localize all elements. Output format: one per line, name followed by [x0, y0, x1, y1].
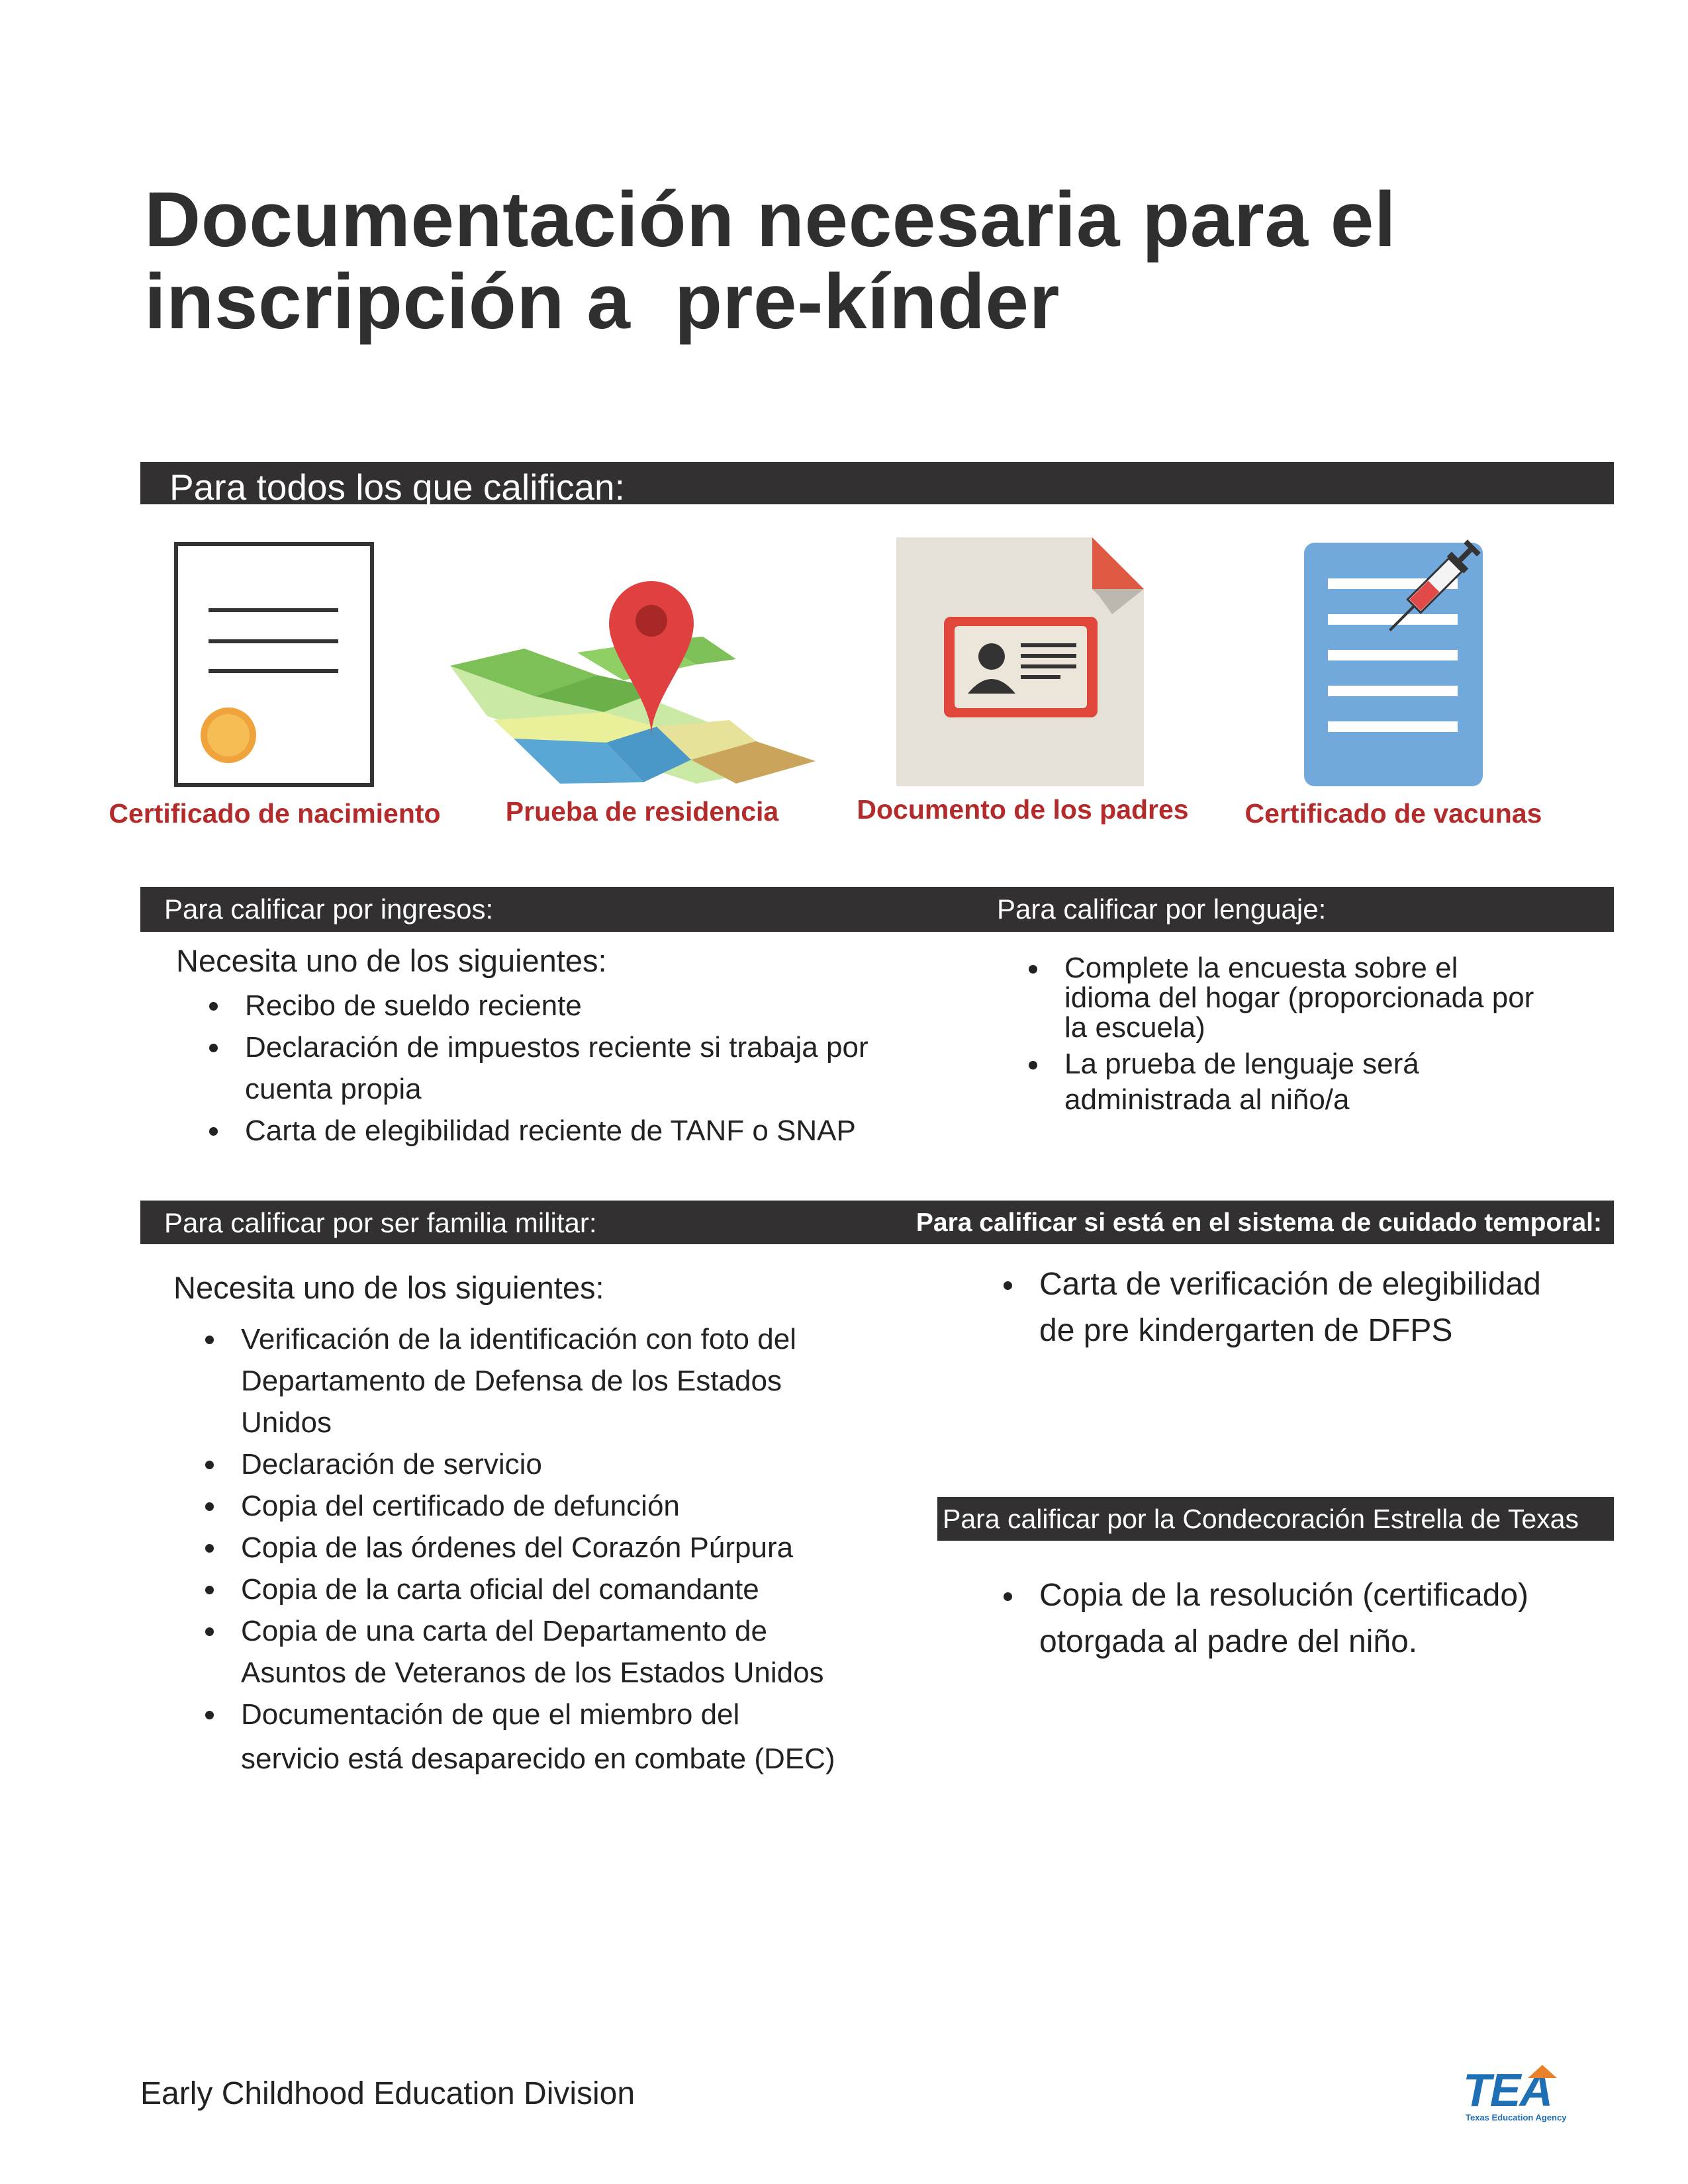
income-intro: Necesita uno de los siguientes:: [176, 943, 607, 978]
tea-logo-subtitle: Texas Education Agency: [1466, 2113, 1567, 2122]
list-item-continuation: Asuntos de Veteranos de los Estados Unidos: [241, 1657, 824, 1689]
list-item: Copia de las órdenes del Corazón Púrpura: [201, 1527, 929, 1569]
list-item: Complete la encuesta sobre el: [1025, 953, 1601, 983]
list-item: Declaración de impuestos reciente si trabaja por: [205, 1026, 933, 1068]
birth-certificate-icon: [173, 541, 376, 789]
language-list: [1025, 953, 1601, 1120]
page-title: [144, 176, 1601, 345]
id-card-icon: [894, 535, 1147, 789]
list-item-continuation: idioma del hogar (proporcionada por: [1064, 981, 1534, 1014]
tea-logo-text: TEA: [1463, 2064, 1552, 2116]
list-item-continuation: otorgada al padre del niño.: [1039, 1624, 1418, 1659]
foster-list: [1000, 1261, 1595, 1354]
list-item: Copia de la carta oficial del comandante: [201, 1569, 929, 1610]
map-pin-icon: [445, 568, 820, 786]
section-header-foster-label: Para calificar si está en el sistema de cuidado temporal:: [915, 1208, 1602, 1237]
section-header-income-language: [140, 887, 1614, 932]
label-residence-proof: Prueba de residencia: [505, 796, 779, 827]
list-item-continuation: administrada al niño/a: [1064, 1083, 1350, 1116]
income-list: [205, 985, 933, 1152]
tea-logo: [1460, 2064, 1573, 2127]
list-item: Documentación de que el miembro del: [201, 1694, 929, 1735]
list-item: Carta de elegibilidad reciente de TANF o SNAP: [205, 1110, 933, 1152]
label-parent-document: Documento de los padres: [857, 794, 1189, 825]
list-item: Carta de verificación de elegibilidad: [1000, 1261, 1595, 1308]
section-header-all-label: Para todos los que califican:: [169, 467, 625, 508]
military-intro: Necesita uno de los siguientes:: [173, 1270, 604, 1305]
footer-division: Early Childhood Education Division: [140, 2076, 635, 2111]
vaccine-record-icon: [1301, 523, 1513, 789]
section-header-foster: [867, 1201, 1614, 1244]
list-item: Recibo de sueldo reciente: [205, 985, 933, 1026]
page-title-line-2: inscripción a pre-kínder: [144, 258, 1060, 345]
list-item-continuation: de pre kindergarten de DFPS: [1039, 1313, 1453, 1348]
list-item: Copia del certificado de defunción: [201, 1485, 929, 1527]
list-item-continuation: Departamento de Defensa de los Estados: [241, 1365, 782, 1397]
tea-logo-roof-icon: [1528, 2065, 1557, 2078]
page-title-line-1: Documentación necesaria para el: [144, 176, 1397, 263]
section-header-military-label: Para calificar por ser familia militar:: [164, 1207, 597, 1238]
section-header-income-label: Para calificar por ingresos:: [164, 893, 494, 925]
section-header-star: [937, 1497, 1614, 1541]
list-item-continuation: servicio está desaparecido en combate (DEC): [241, 1743, 835, 1775]
list-item-continuation: la escuela): [1064, 1011, 1205, 1044]
list-item: La prueba de lenguaje será: [1025, 1049, 1601, 1079]
list-item: Verificación de la identificación con foto del: [201, 1318, 929, 1360]
label-birth-certificate: Certificado de nacimiento: [109, 798, 441, 829]
list-item: Copia de la resolución (certificado): [1000, 1572, 1595, 1619]
section-header-all: [140, 462, 1614, 508]
star-list: [1000, 1572, 1595, 1665]
section-header-military: [140, 1201, 952, 1244]
label-vaccine-certificate: Certificado de vacunas: [1244, 798, 1542, 829]
section-header-star-label: Para calificar por la Condecoración Estrella de Texas: [943, 1504, 1579, 1534]
list-item: Declaración de servicio: [201, 1443, 929, 1485]
section-header-language-label: Para calificar por lenguaje:: [997, 893, 1327, 925]
list-item-continuation: Unidos: [241, 1406, 332, 1439]
list-item: Copia de una carta del Departamento de: [201, 1610, 929, 1652]
list-item-continuation: cuenta propia: [245, 1073, 422, 1105]
military-list: [201, 1318, 929, 1783]
